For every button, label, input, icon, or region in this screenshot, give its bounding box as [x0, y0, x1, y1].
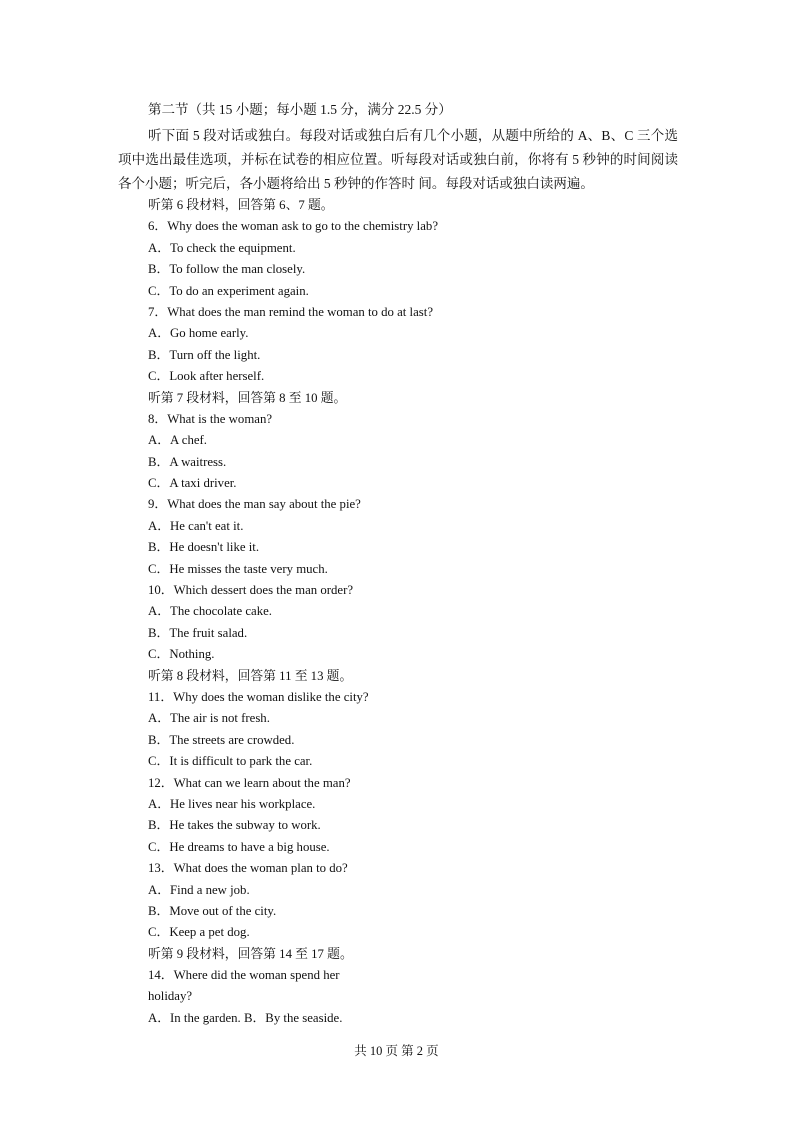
- question: 9．What does the man say about the pie?: [148, 497, 361, 512]
- page-footer: 共 10 页 第 2 页: [354, 1044, 439, 1058]
- option: A．He can't eat it.: [148, 518, 244, 533]
- option: A．In the garden. B．By the seaside.: [148, 1010, 343, 1025]
- section-instructions: 听下面 5 段对话或独白。每段对话或独白后有几个小题，从题中所给的 A、B、C 三个选项中选出最佳选项，并标在试卷的相应位置。听每段对话或独白前，你将有 5 秒钟的时间阅读各个小题；听完后，各小题将给出 5 秒钟的作答时 间。每段对话或独白读两遍。: [118, 128, 678, 191]
- option: B．A waitress.: [148, 454, 227, 469]
- material-heading: 听第 8 段材料，回答第 11 至 13 题。: [148, 668, 353, 683]
- option: C．He dreams to have a big house.: [148, 839, 330, 854]
- section-title: 第二节（共 15 小题；每小题 1.5 分，满分 22.5 分）: [148, 102, 452, 117]
- option: A．Find a new job.: [148, 882, 250, 897]
- option: A．To check the equipment.: [148, 240, 296, 255]
- question-continuation: holiday?: [148, 989, 193, 1004]
- option: A．The air is not fresh.: [148, 711, 270, 726]
- option: C．It is difficult to park the car.: [148, 754, 313, 769]
- option: B．He doesn't like it.: [148, 540, 260, 555]
- option: B．To follow the man closely.: [148, 262, 306, 277]
- option: B．The streets are crowded.: [148, 732, 295, 747]
- question: 14．Where did the woman spend her: [148, 968, 340, 983]
- option: C．Nothing.: [148, 647, 215, 662]
- question: 11．Why does the woman dislike the city?: [148, 689, 369, 704]
- option: A．Go home early.: [148, 326, 249, 341]
- option: A．He lives near his workplace.: [148, 796, 316, 811]
- option: C．Look after herself.: [148, 369, 265, 384]
- option: C．Keep a pet dog.: [148, 925, 250, 940]
- question: 13．What does the woman plan to do?: [148, 861, 348, 876]
- option: A．The chocolate cake.: [148, 604, 272, 619]
- question: 8．What is the woman?: [148, 411, 273, 426]
- question: 12．What can we learn about the man?: [148, 775, 351, 790]
- material-heading: 听第 7 段材料，回答第 8 至 10 题。: [148, 390, 347, 405]
- question: 10．Which dessert does the man order?: [148, 583, 354, 598]
- question-list: [148, 195, 668, 1029]
- option: B．The fruit salad.: [148, 625, 248, 640]
- option: B．He takes the subway to work.: [148, 818, 321, 833]
- option: C．To do an experiment again.: [148, 283, 309, 298]
- material-heading: 听第 9 段材料，回答第 14 至 17 题。: [148, 946, 353, 961]
- option: C．A taxi driver.: [148, 476, 237, 491]
- option: B．Move out of the city.: [148, 903, 277, 918]
- option: C．He misses the taste very much.: [148, 561, 328, 576]
- material-heading: 听第 6 段材料，回答第 6、7 题。: [148, 198, 334, 212]
- option: B．Turn off the light.: [148, 347, 261, 362]
- option: A．A chef.: [148, 433, 207, 448]
- question: 6．Why does the woman ask to go to the chemistry lab?: [148, 219, 438, 234]
- question: 7．What does the man remind the woman to do at last?: [148, 304, 434, 319]
